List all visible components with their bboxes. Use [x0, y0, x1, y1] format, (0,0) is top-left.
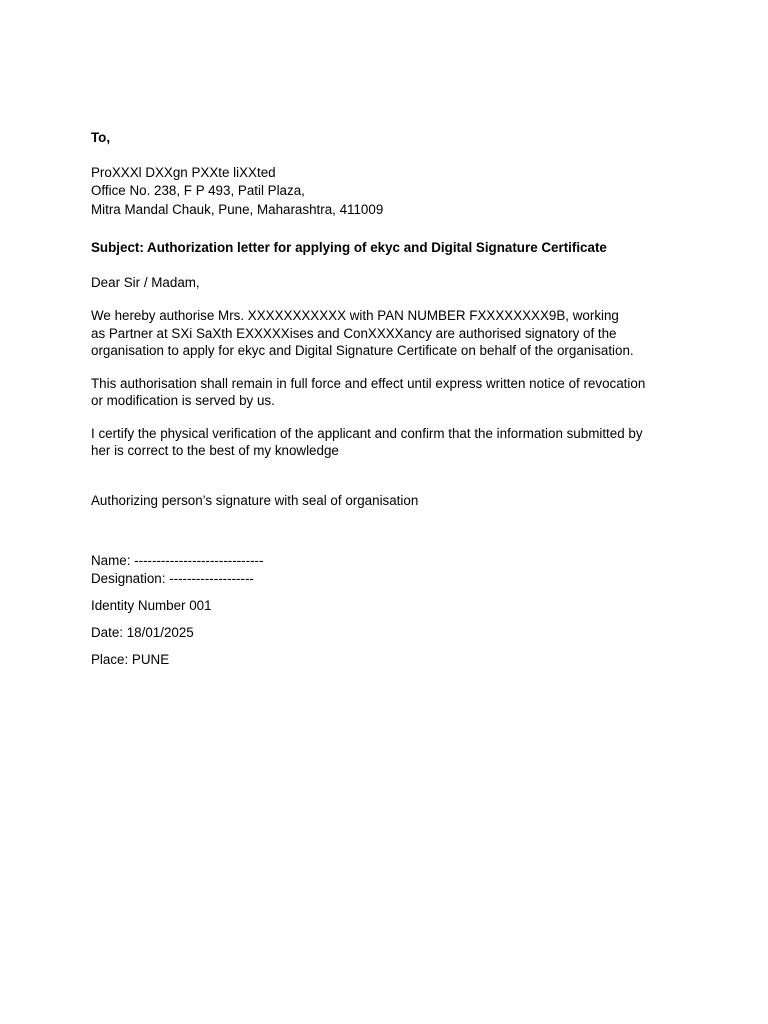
paragraph-3-line-1: I certify the physical verification of the applicant and confirm that the information submitted by [91, 426, 643, 441]
paragraph-1-line-2: as Partner at SXi SaXth EXXXXXises and ConXXXXancy are authorised signatory of the [91, 326, 617, 341]
address-line-1: ProXXXl DXXgn PXXte liXXted [91, 165, 276, 180]
greeting: Dear Sir / Madam, [91, 275, 200, 290]
address-line-2: Office No. 238, F P 493, Patil Plaza, [91, 183, 305, 198]
identity-number: Identity Number 001 [91, 598, 212, 613]
place-field: Place: PUNE [91, 652, 170, 667]
paragraph-2-line-2: or modification is served by us. [91, 393, 275, 408]
paragraph-3-line-2: her is correct to the best of my knowledge [91, 443, 339, 458]
address-line-3: Mitra Mandal Chauk, Pune, Maharashtra, 411009 [91, 202, 384, 217]
paragraph-1-line-3: organisation to apply for ekyc and Digital Signature Certificate on behalf of the organisation. [91, 343, 634, 358]
to-heading: To, [91, 130, 111, 145]
signature-caption: Authorizing person’s signature with seal of organisation [91, 493, 419, 508]
subject-line: Subject: Authorization letter for applying of ekyc and Digital Signature Certificate [91, 240, 607, 255]
paragraph-1-line-1: We hereby authorise Mrs. XXXXXXXXXXX with PAN NUMBER FXXXXXXXX9B, working [91, 308, 619, 323]
designation-field: Designation: ------------------- [91, 571, 254, 586]
paragraph-2-line-1: This authorisation shall remain in full force and effect until express written notice of revocation [91, 376, 646, 391]
name-field: Name: ----------------------------- [91, 553, 264, 568]
date-field: Date: 18/01/2025 [91, 625, 194, 640]
